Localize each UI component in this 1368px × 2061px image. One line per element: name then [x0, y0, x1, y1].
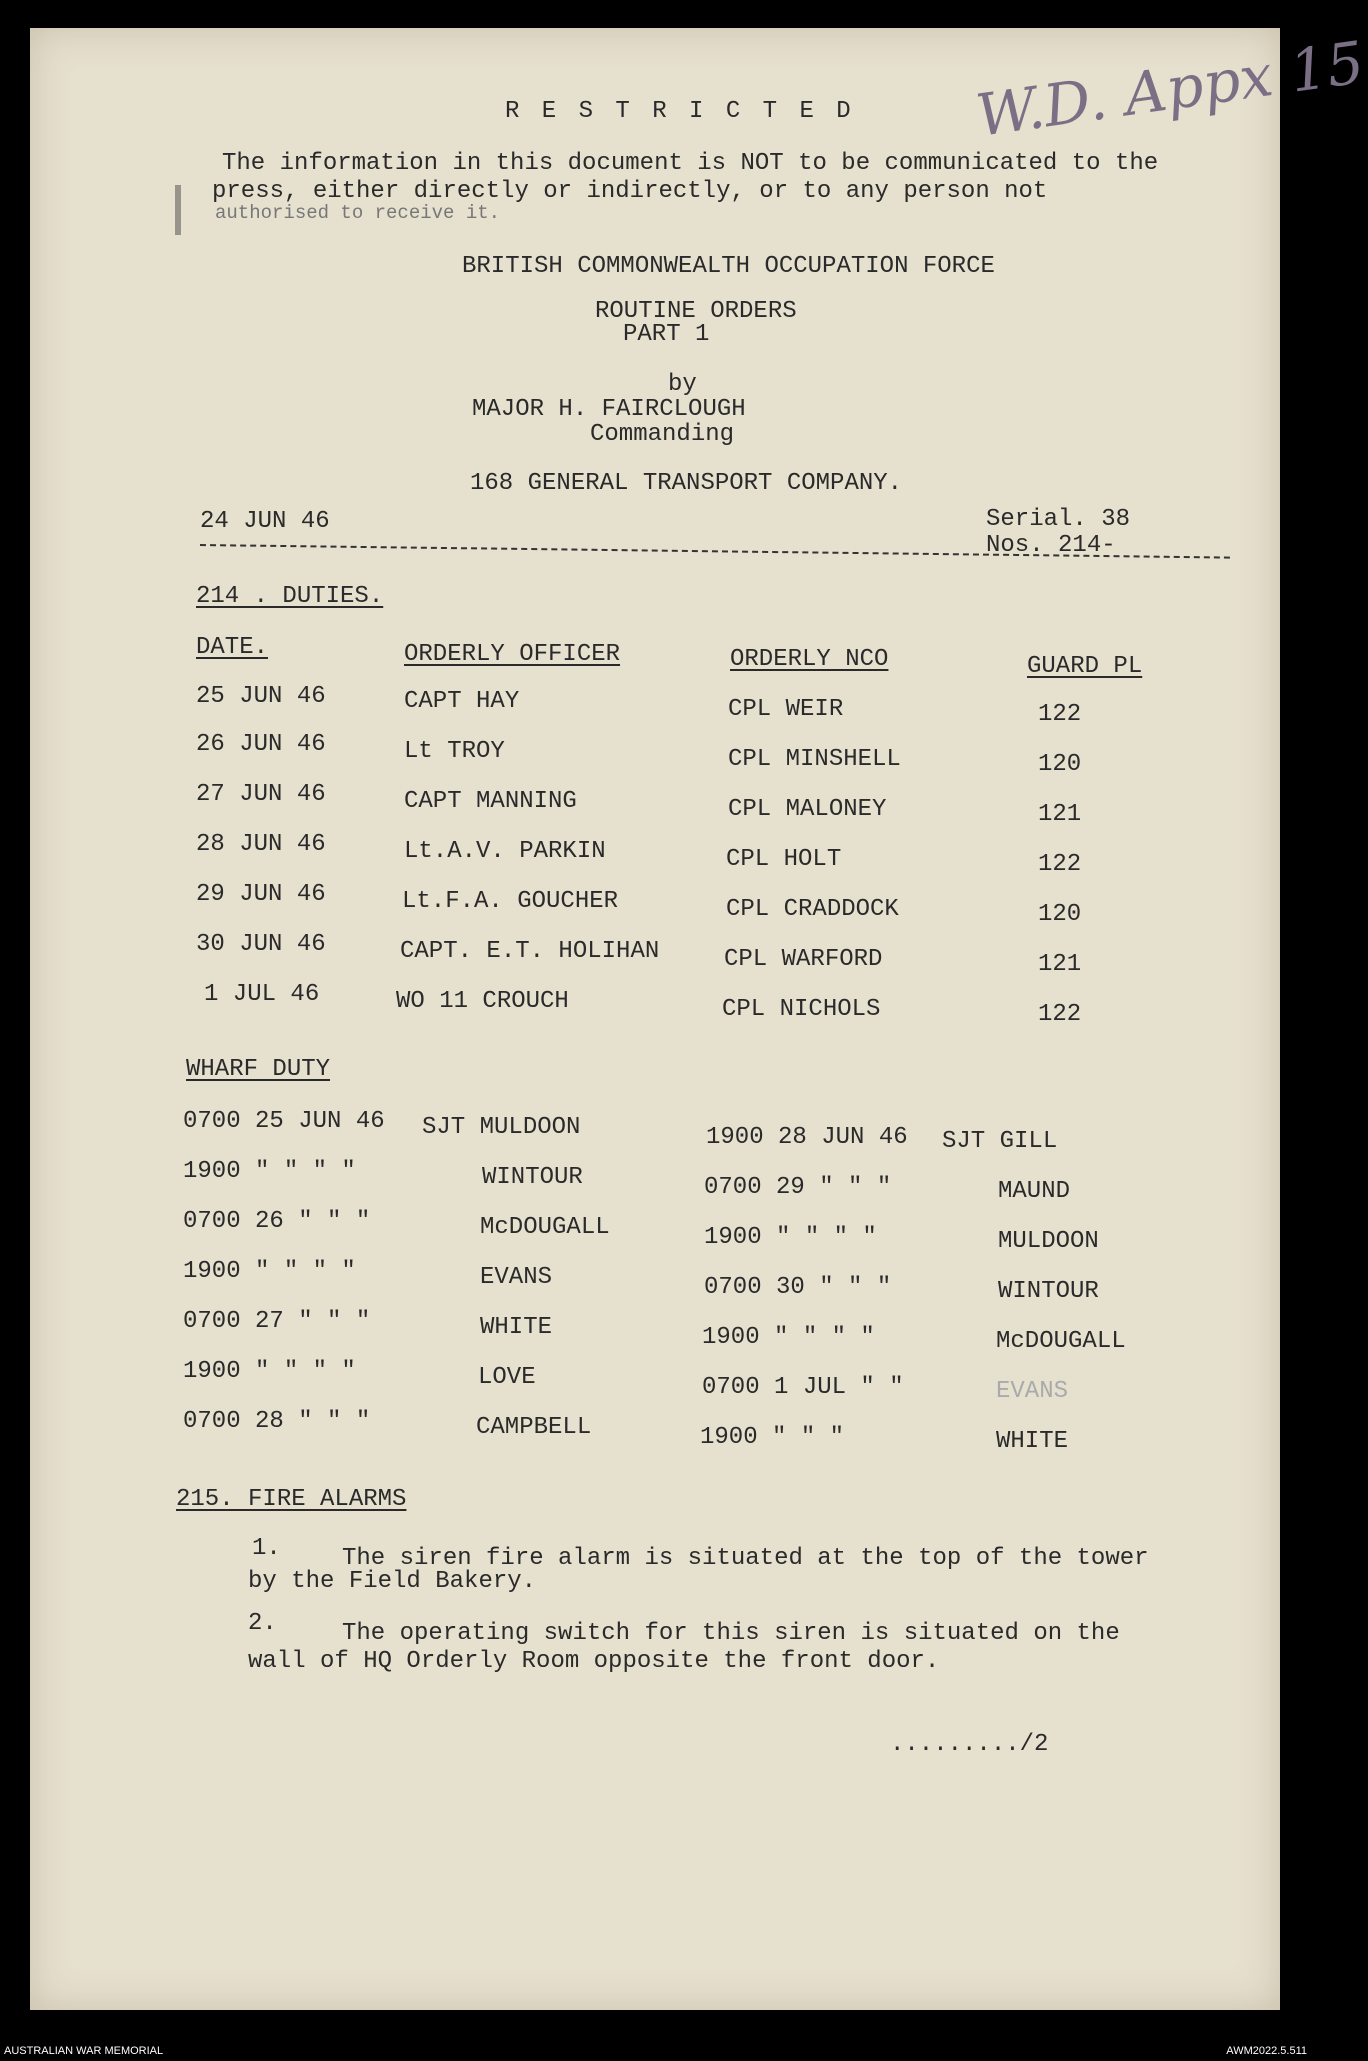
notice-line-2: press, either directly or indirectly, or to any person not [212, 178, 1048, 205]
fire-para-2-line-1: The operating switch for this siren is situated on the [342, 1620, 1120, 1647]
wharf-name: McDOUGALL [996, 1328, 1126, 1355]
wharf-name: WHITE [480, 1314, 553, 1341]
duty-date: 27 JUN 46 [196, 781, 326, 808]
wharf-name: WHITE [996, 1428, 1069, 1455]
duty-nco: CPL NICHOLS [722, 996, 881, 1023]
wharf-time: 1900 " " " " [704, 1224, 877, 1251]
col-officer-header: ORDERLY OFFICER [404, 641, 621, 668]
duty-guard: 122 [1038, 701, 1082, 728]
continued-marker: ........./2 [890, 1731, 1049, 1758]
fire-para-1-number: 1. [252, 1535, 281, 1562]
duty-guard: 120 [1038, 751, 1082, 778]
duty-officer: CAPT. E.T. HOLIHAN [400, 938, 660, 965]
duty-date: 26 JUN 46 [196, 731, 326, 758]
order-date: 24 JUN 46 [200, 508, 330, 535]
wharf-time: 0700 30 " " " [704, 1274, 892, 1301]
wharf-time: 1900 " " " " [183, 1258, 356, 1285]
duty-date: 25 JUN 46 [196, 683, 326, 710]
wharf-time: 0700 29 " " " [704, 1174, 892, 1201]
wharf-name: MULDOON [998, 1228, 1099, 1255]
wharf-name: EVANS [480, 1264, 553, 1291]
notice-line-3: authorised to receive it. [215, 202, 501, 224]
wharf-time: 0700 1 JUL " " [702, 1374, 904, 1401]
fire-para-2-line-2: wall of HQ Orderly Room opposite the front door. [248, 1648, 940, 1675]
duty-guard: 120 [1038, 901, 1082, 928]
archive-credit: AUSTRALIAN WAR MEMORIAL [4, 2045, 164, 2057]
wharf-time: 0700 27 " " " [183, 1308, 371, 1335]
duty-guard: 122 [1038, 851, 1082, 878]
wharf-time: 1900 28 JUN 46 [706, 1124, 908, 1151]
duty-date: 1 JUL 46 [204, 981, 320, 1008]
punch-mark [175, 185, 181, 235]
duty-officer: Lt.A.V. PARKIN [404, 838, 606, 865]
wharf-name: MAUND [998, 1178, 1071, 1205]
duty-officer: CAPT HAY [404, 688, 520, 715]
unit-name: 168 GENERAL TRANSPORT COMPANY. [470, 470, 903, 497]
by-label: by [668, 371, 697, 398]
duty-nco: CPL HOLT [726, 846, 842, 873]
wharf-time: 1900 " " " " [183, 1358, 356, 1385]
commanding-officer: MAJOR H. FAIRCLOUGH [472, 396, 746, 423]
duty-guard: 121 [1038, 801, 1082, 828]
part-title: PART 1 [623, 321, 710, 348]
duty-nco: CPL WEIR [728, 696, 844, 723]
notice-line-1: The information in this document is NOT to be communicated to the [222, 150, 1159, 177]
fire-para-1-line-2: by the Field Bakery. [248, 1568, 537, 1595]
wharf-name: McDOUGALL [480, 1214, 610, 1241]
duty-guard: 122 [1038, 1001, 1082, 1028]
duty-date: 29 JUN 46 [196, 881, 326, 908]
wharf-name: WINTOUR [998, 1278, 1099, 1305]
routine-orders-title: ROUTINE ORDERS [595, 298, 797, 325]
duty-date: 28 JUN 46 [196, 831, 326, 858]
wharf-name: SJT MULDOON [422, 1114, 581, 1141]
duty-nco: CPL WARFORD [724, 946, 883, 973]
fire-para-1-line-1: The siren fire alarm is situated at the top of the tower [342, 1545, 1149, 1572]
serial-number: Serial. 38 [986, 506, 1131, 533]
duty-nco: CPL CRADDOCK [726, 896, 899, 923]
col-date-header: DATE. [196, 634, 269, 661]
col-nco-header: ORDERLY NCO [730, 646, 889, 673]
wharf-name: EVANS [996, 1378, 1069, 1405]
wharf-duty-heading: WHARF DUTY [186, 1056, 331, 1083]
duty-officer: WO 11 CROUCH [396, 988, 569, 1015]
col-guard-header: GUARD PL [1027, 653, 1143, 680]
wharf-name: LOVE [478, 1364, 536, 1391]
wharf-time: 0700 26 " " " [183, 1208, 371, 1235]
wharf-time: 1900 " " " [700, 1424, 845, 1451]
wharf-name: CAMPBELL [476, 1414, 592, 1441]
archive-reference: AWM2022.5.511 [1226, 2045, 1307, 2057]
duty-officer: Lt TROY [404, 738, 505, 765]
duty-nco: CPL MINSHELL [728, 746, 901, 773]
wharf-name: WINTOUR [482, 1164, 583, 1191]
wharf-time: 0700 28 " " " [183, 1408, 371, 1435]
classification-heading: R E S T R I C T E D [505, 98, 855, 125]
duty-guard: 121 [1038, 951, 1082, 978]
handwritten-annotation: W.D. Appx 15 [972, 28, 1368, 150]
fire-para-2-number: 2. [248, 1610, 277, 1637]
duty-officer: Lt.F.A. GOUCHER [402, 888, 619, 915]
footer [0, 2037, 1311, 2061]
duty-nco: CPL MALONEY [728, 796, 887, 823]
force-title: BRITISH COMMONWEALTH OCCUPATION FORCE [462, 253, 995, 280]
wharf-time: 0700 25 JUN 46 [183, 1108, 385, 1135]
commanding-label: Commanding [590, 421, 735, 448]
duty-officer: CAPT MANNING [404, 788, 577, 815]
wharf-time: 1900 " " " " [183, 1158, 356, 1185]
duty-date: 30 JUN 46 [196, 931, 326, 958]
order-numbers: Nos. 214- [986, 532, 1116, 559]
wharf-time: 1900 " " " " [702, 1324, 875, 1351]
wharf-name: SJT GILL [942, 1128, 1058, 1155]
fire-alarms-heading: 215. FIRE ALARMS [176, 1486, 407, 1513]
duties-heading: 214 . DUTIES. [196, 583, 384, 610]
